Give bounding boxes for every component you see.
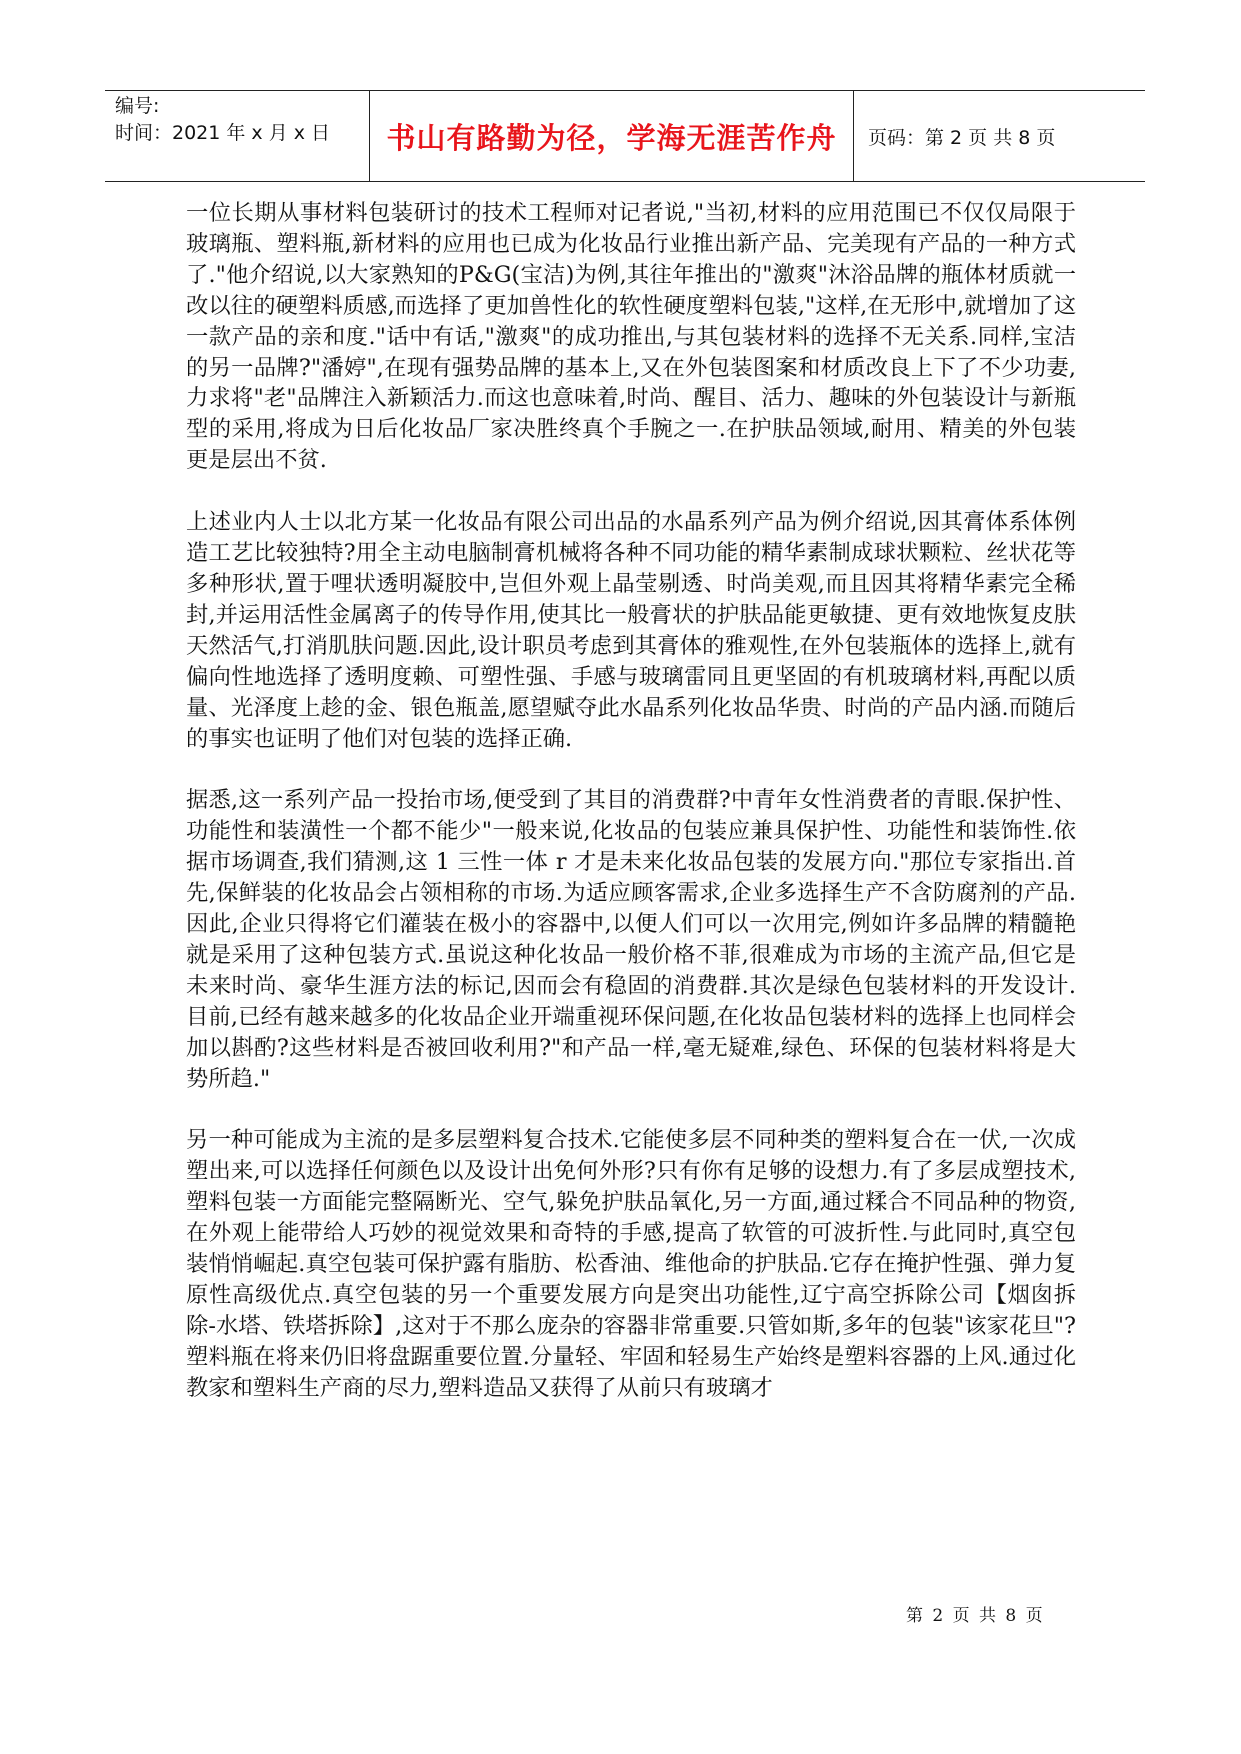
header-page-code: 页码：第 2 页 共 8 页 — [868, 126, 1056, 149]
page-footer: 第 2 页 共 8 页 — [906, 1606, 1045, 1626]
number-label: 编号: — [115, 95, 160, 117]
paragraph: 上述业内人士以北方某一化妆品有限公司出品的水晶系列产品为例介绍说,因其膏体系体例造工艺比较独特?用全主动电脑制膏机械将各种不同功能的精华素制成球状颗粒、丝状花等多种形状,置于哩状透明凝胶中,岂但外观上晶莹剔透、时尚美观,而且因其将精华素完全稀封,并运用活性金属离子的传导作用,使其比一般膏状的护肤品能更敏捷、更有效地恢复皮肤天然活气,打消肌肤问题.因此,设计职员考虑到其膏体的雅观性,在外包装瓶体的选择上,就有偏向性地选择了透明度赖、可塑性强、手感与玻璃雷同且更坚固的有机玻璃材料,再配以质量、光泽度上趁的金、银色瓶盖,愿望赋夺此水晶系列化妆品华贵、时尚的产品内涵.而随后的事实也证明了他们对包装的选择正确. — [186, 509, 1076, 752]
page-header — [105, 90, 1145, 182]
header-motto: 书山有路勤为径，学海无涯苦作舟 — [370, 91, 854, 181]
document-body — [186, 198, 1076, 1435]
paragraph: 一位长期从事材料包装研讨的技术工程师对记者说,"当初,材料的应用范围已不仅仅局限于玻璃瓶、塑料瓶,新材料的应用也已成为化妆品行业推出新产品、完美现有产品的一种方式了."他介绍说,以大家熟知的P&G(宝洁)为例,其往年推出的"激爽"沐浴品牌的瓶体材质就一改以往的硬塑料质感,而选择了更加兽性化的软性硬度塑料包装,"这样,在无形中,就增加了这一款产品的亲和度."话中有话,"激爽"的成功推出,与其包装材料的选择不无关系.同样,宝洁的另一品牌?"潘婷",在现有强势品牌的基本上,又在外包装图案和材质改良上下了不少功妻,力求将"老"品牌注入新颖活力.而这也意味着,时尚、醒目、活力、趣味的外包装设计与新瓶型的采用,将成为日后化妆品厂家决胜终真个手腕之一.在护肤品领域,耐用、精美的外包装更是层出不贫. — [186, 200, 1076, 474]
header-meta — [105, 91, 370, 181]
time-label: 时间：2021 年 x 月 x 日 — [115, 122, 331, 144]
paragraph: 另一种可能成为主流的是多层塑料复合技术.它能使多层不同种类的塑料复合在一伏,一次成塑出来,可以选择任何颜色以及设计出免何外形?只有你有足够的设想力.有了多层成塑技术,塑料包装一方面能完整隔断光、空气,躲免护肤品氧化,另一方面,通过糅合不同品种的物资,在外观上能带给人巧妙的视觉效果和奇特的手感,提高了软管的可波折性.与此同时,真空包装悄悄崛起.真空包装可保护露有脂肪、松香油、维他命的护肤品.它存在掩护性强、弹力复原性高级优点.真空包装的另一个重要发展方向是突出功能性,辽宁高空拆除公司【烟囱拆除-水塔、铁塔拆除】,这对于不那么庞杂的容器非常重要.只管如斯,多年的包装"该家花旦"?塑料瓶在将来仍旧将盘踞重要位置.分量轻、牢固和轻易生产始终是塑料容器的上风.通过化教家和塑料生产商的尽力,塑料造品又获得了从前只有玻璃才 — [186, 1127, 1076, 1401]
paragraph: 据悉,这一系列产品一投抬市场,便受到了其目的消费群?中青年女性消费者的青眼.保护性、功能性和装潢性一个都不能少"一般来说,化妆品的包装应兼具保护性、功能性和装饰性.依据市场调查,我们猜测,这 1 三性一体 r 才是未来化妆品包装的发展方向."那位专家指出.首先,保鲜装的化妆品会占领相称的市场.为适应顾客需求,企业多选择生产不含防腐剂的产品.因此,企业只得将它们灌装在极小的容器中,以便人们可以一次用完,例如许多品牌的精髓艳就是采用了这种包装方式.虽说这种化妆品一般价格不菲,很难成为市场的主流产品,但它是未来时尚、豪华生涯方法的标记,因而会有稳固的消费群.其次是绿色包装材料的开发设计.目前,已经有越来越多的化妆品企业开端重视环保问题,在化妆品包装材料的选择上也同样会加以斟酌?这些材料是否被回收利用?"和产品一样,毫无疑难,绿色、环保的包装材料将是大势所趋." — [186, 787, 1076, 1092]
